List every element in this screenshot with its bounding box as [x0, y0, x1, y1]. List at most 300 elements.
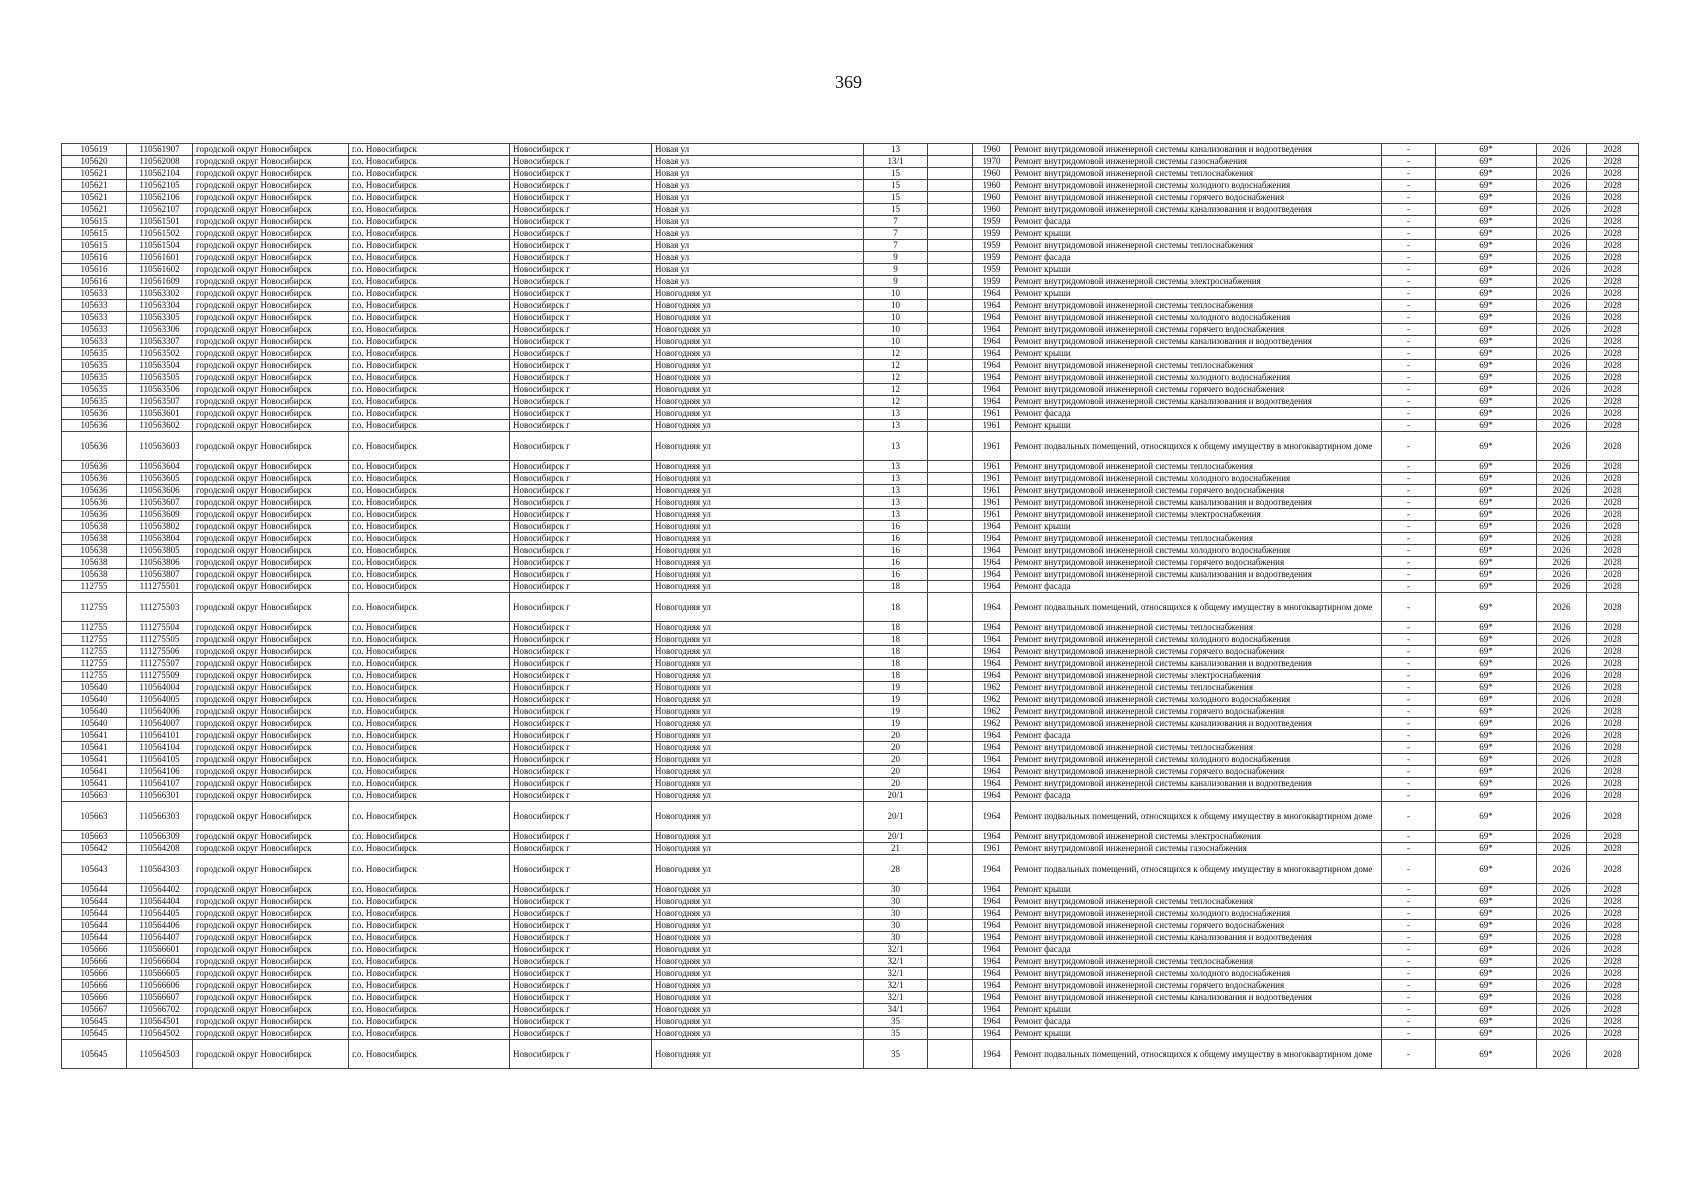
- work-type-cell: Ремонт внутридомовой инженерной системы холодного водоснабжения: [1011, 545, 1382, 557]
- id-cell: 105666: [62, 980, 127, 992]
- dash-cell: -: [1382, 521, 1436, 533]
- value-cell: 69*: [1436, 509, 1537, 521]
- end-year-cell: 2028: [1587, 766, 1639, 778]
- municipality-cell: г.о. Новосибирск: [349, 932, 510, 944]
- build-year-cell: 1961: [973, 497, 1011, 509]
- settlement-cell: Новосибирск г: [510, 658, 652, 670]
- dash-cell: -: [1382, 843, 1436, 855]
- id-cell: 105638: [62, 521, 127, 533]
- empty-cell: [928, 396, 973, 408]
- table-row: [62, 240, 1639, 252]
- district-cell: городской округ Новосибирск: [193, 557, 349, 569]
- district-cell: городской округ Новосибирск: [193, 1040, 349, 1069]
- end-year-cell: 2028: [1587, 557, 1639, 569]
- code-cell: 110566301: [127, 790, 193, 802]
- build-year-cell: 1964: [973, 569, 1011, 581]
- value-cell: 69*: [1436, 1004, 1537, 1016]
- street-cell: Новая ул: [652, 168, 864, 180]
- table-row: [62, 730, 1639, 742]
- table-row: [62, 1016, 1639, 1028]
- empty-cell: [928, 336, 973, 348]
- build-year-cell: 1960: [973, 204, 1011, 216]
- empty-cell: [928, 670, 973, 682]
- street-cell: Новогодняя ул: [652, 932, 864, 944]
- street-cell: Новогодняя ул: [652, 1028, 864, 1040]
- work-type-cell: Ремонт внутридомовой инженерной системы канализования и водоотведения: [1011, 992, 1382, 1004]
- house-cell: 13: [864, 461, 928, 473]
- value-cell: 69*: [1436, 216, 1537, 228]
- settlement-cell: Новосибирск г: [510, 144, 652, 156]
- dash-cell: -: [1382, 144, 1436, 156]
- start-year-cell: 2026: [1537, 156, 1587, 168]
- work-type-cell: Ремонт внутридомовой инженерной системы канализования и водоотведения: [1011, 718, 1382, 730]
- municipality-cell: г.о. Новосибирск: [349, 485, 510, 497]
- id-cell: 105636: [62, 509, 127, 521]
- dash-cell: -: [1382, 545, 1436, 557]
- value-cell: 69*: [1436, 992, 1537, 1004]
- build-year-cell: 1964: [973, 622, 1011, 634]
- id-cell: 112755: [62, 593, 127, 622]
- table-row: [62, 545, 1639, 557]
- district-cell: городской округ Новосибирск: [193, 646, 349, 658]
- table-row: [62, 968, 1639, 980]
- house-cell: 18: [864, 634, 928, 646]
- street-cell: Новогодняя ул: [652, 956, 864, 968]
- house-cell: 32/1: [864, 992, 928, 1004]
- table-row: [62, 192, 1639, 204]
- dash-cell: -: [1382, 420, 1436, 432]
- district-cell: городской округ Новосибирск: [193, 581, 349, 593]
- district-cell: городской округ Новосибирск: [193, 932, 349, 944]
- settlement-cell: Новосибирск г: [510, 718, 652, 730]
- work-type-cell: Ремонт внутридомовой инженерной системы канализования и водоотведения: [1011, 497, 1382, 509]
- municipality-cell: г.о. Новосибирск: [349, 204, 510, 216]
- code-cell: 110561602: [127, 264, 193, 276]
- build-year-cell: 1964: [973, 634, 1011, 646]
- table-row: [62, 312, 1639, 324]
- id-cell: 105667: [62, 1004, 127, 1016]
- code-cell: 110563304: [127, 300, 193, 312]
- id-cell: 105644: [62, 908, 127, 920]
- dash-cell: -: [1382, 180, 1436, 192]
- dash-cell: -: [1382, 742, 1436, 754]
- value-cell: 69*: [1436, 240, 1537, 252]
- start-year-cell: 2026: [1537, 670, 1587, 682]
- empty-cell: [928, 802, 973, 831]
- build-year-cell: 1970: [973, 156, 1011, 168]
- empty-cell: [928, 1040, 973, 1069]
- value-cell: 69*: [1436, 855, 1537, 884]
- table-row: [62, 204, 1639, 216]
- work-type-cell: Ремонт крыши: [1011, 288, 1382, 300]
- municipality-cell: г.о. Новосибирск: [349, 1040, 510, 1069]
- empty-cell: [928, 831, 973, 843]
- end-year-cell: 2028: [1587, 646, 1639, 658]
- work-type-cell: Ремонт внутридомовой инженерной системы горячего водоснабжения: [1011, 485, 1382, 497]
- house-cell: 18: [864, 593, 928, 622]
- district-cell: городской округ Новосибирск: [193, 569, 349, 581]
- municipality-cell: г.о. Новосибирск: [349, 1028, 510, 1040]
- value-cell: 69*: [1436, 843, 1537, 855]
- value-cell: 69*: [1436, 168, 1537, 180]
- house-cell: 15: [864, 180, 928, 192]
- street-cell: Новогодняя ул: [652, 658, 864, 670]
- house-cell: 18: [864, 646, 928, 658]
- value-cell: 69*: [1436, 802, 1537, 831]
- value-cell: 69*: [1436, 956, 1537, 968]
- table-row: [62, 521, 1639, 533]
- value-cell: 69*: [1436, 670, 1537, 682]
- build-year-cell: 1964: [973, 324, 1011, 336]
- work-type-cell: Ремонт крыши: [1011, 348, 1382, 360]
- municipality-cell: г.о. Новосибирск: [349, 766, 510, 778]
- value-cell: 69*: [1436, 980, 1537, 992]
- id-cell: 105666: [62, 992, 127, 1004]
- house-cell: 20/1: [864, 831, 928, 843]
- code-cell: 111275503: [127, 593, 193, 622]
- end-year-cell: 2028: [1587, 348, 1639, 360]
- municipality-cell: г.о. Новосибирск: [349, 228, 510, 240]
- municipality-cell: г.о. Новосибирск: [349, 300, 510, 312]
- code-cell: 110562106: [127, 192, 193, 204]
- id-cell: 105638: [62, 533, 127, 545]
- house-cell: 30: [864, 920, 928, 932]
- end-year-cell: 2028: [1587, 396, 1639, 408]
- street-cell: Новогодняя ул: [652, 646, 864, 658]
- district-cell: городской округ Новосибирск: [193, 348, 349, 360]
- start-year-cell: 2026: [1537, 855, 1587, 884]
- settlement-cell: Новосибирск г: [510, 348, 652, 360]
- settlement-cell: Новосибирск г: [510, 1004, 652, 1016]
- municipality-cell: г.о. Новосибирск: [349, 336, 510, 348]
- code-cell: 110563507: [127, 396, 193, 408]
- settlement-cell: Новосибирск г: [510, 730, 652, 742]
- value-cell: 69*: [1436, 658, 1537, 670]
- district-cell: городской округ Новосибирск: [193, 634, 349, 646]
- code-cell: 111275501: [127, 581, 193, 593]
- id-cell: 105636: [62, 485, 127, 497]
- dash-cell: -: [1382, 276, 1436, 288]
- municipality-cell: г.о. Новосибирск: [349, 980, 510, 992]
- municipality-cell: г.о. Новосибирск: [349, 1016, 510, 1028]
- empty-cell: [928, 557, 973, 569]
- build-year-cell: 1962: [973, 682, 1011, 694]
- start-year-cell: 2026: [1537, 1028, 1587, 1040]
- dash-cell: -: [1382, 593, 1436, 622]
- value-cell: 69*: [1436, 790, 1537, 802]
- build-year-cell: 1964: [973, 884, 1011, 896]
- code-cell: 110561601: [127, 252, 193, 264]
- build-year-cell: 1962: [973, 694, 1011, 706]
- street-cell: Новогодняя ул: [652, 754, 864, 766]
- end-year-cell: 2028: [1587, 300, 1639, 312]
- code-cell: 110561609: [127, 276, 193, 288]
- house-cell: 16: [864, 569, 928, 581]
- code-cell: 110563807: [127, 569, 193, 581]
- id-cell: 112755: [62, 670, 127, 682]
- build-year-cell: 1964: [973, 521, 1011, 533]
- work-type-cell: Ремонт внутридомовой инженерной системы газоснабжения: [1011, 843, 1382, 855]
- dash-cell: -: [1382, 408, 1436, 420]
- build-year-cell: 1964: [973, 396, 1011, 408]
- district-cell: городской округ Новосибирск: [193, 908, 349, 920]
- value-cell: 69*: [1436, 968, 1537, 980]
- house-cell: 13: [864, 485, 928, 497]
- work-type-cell: Ремонт внутридомовой инженерной системы горячего водоснабжения: [1011, 766, 1382, 778]
- start-year-cell: 2026: [1537, 778, 1587, 790]
- code-cell: 110566309: [127, 831, 193, 843]
- work-type-cell: Ремонт внутридомовой инженерной системы горячего водоснабжения: [1011, 192, 1382, 204]
- start-year-cell: 2026: [1537, 557, 1587, 569]
- settlement-cell: Новосибирск г: [510, 336, 652, 348]
- end-year-cell: 2028: [1587, 968, 1639, 980]
- start-year-cell: 2026: [1537, 802, 1587, 831]
- street-cell: Новая ул: [652, 192, 864, 204]
- settlement-cell: Новосибирск г: [510, 408, 652, 420]
- build-year-cell: 1964: [973, 908, 1011, 920]
- end-year-cell: 2028: [1587, 288, 1639, 300]
- settlement-cell: Новосибирск г: [510, 908, 652, 920]
- work-type-cell: Ремонт фасада: [1011, 252, 1382, 264]
- end-year-cell: 2028: [1587, 956, 1639, 968]
- district-cell: городской округ Новосибирск: [193, 802, 349, 831]
- start-year-cell: 2026: [1537, 192, 1587, 204]
- house-cell: 35: [864, 1028, 928, 1040]
- build-year-cell: 1964: [973, 312, 1011, 324]
- settlement-cell: Новосибирск г: [510, 509, 652, 521]
- value-cell: 69*: [1436, 324, 1537, 336]
- settlement-cell: Новосибирск г: [510, 240, 652, 252]
- build-year-cell: 1964: [973, 831, 1011, 843]
- settlement-cell: Новосибирск г: [510, 276, 652, 288]
- empty-cell: [928, 634, 973, 646]
- municipality-cell: г.о. Новосибирск: [349, 473, 510, 485]
- end-year-cell: 2028: [1587, 718, 1639, 730]
- start-year-cell: 2026: [1537, 634, 1587, 646]
- start-year-cell: 2026: [1537, 754, 1587, 766]
- work-type-cell: Ремонт внутридомовой инженерной системы теплоснабжения: [1011, 461, 1382, 473]
- value-cell: 69*: [1436, 646, 1537, 658]
- table-row: [62, 252, 1639, 264]
- id-cell: 105616: [62, 276, 127, 288]
- id-cell: 105644: [62, 884, 127, 896]
- municipality-cell: г.о. Новосибирск: [349, 778, 510, 790]
- start-year-cell: 2026: [1537, 682, 1587, 694]
- municipality-cell: г.о. Новосибирск: [349, 670, 510, 682]
- value-cell: 69*: [1436, 252, 1537, 264]
- id-cell: 112755: [62, 658, 127, 670]
- code-cell: 110563506: [127, 384, 193, 396]
- code-cell: 110564007: [127, 718, 193, 730]
- id-cell: 105666: [62, 968, 127, 980]
- municipality-cell: г.о. Новосибирск: [349, 706, 510, 718]
- id-cell: 105641: [62, 754, 127, 766]
- end-year-cell: 2028: [1587, 742, 1639, 754]
- start-year-cell: 2026: [1537, 545, 1587, 557]
- municipality-cell: г.о. Новосибирск: [349, 264, 510, 276]
- repair-schedule-table: [61, 143, 1639, 1069]
- house-cell: 16: [864, 521, 928, 533]
- dash-cell: -: [1382, 634, 1436, 646]
- value-cell: 69*: [1436, 682, 1537, 694]
- street-cell: Новогодняя ул: [652, 730, 864, 742]
- street-cell: Новогодняя ул: [652, 497, 864, 509]
- table-row: [62, 396, 1639, 408]
- id-cell: 105616: [62, 264, 127, 276]
- end-year-cell: 2028: [1587, 682, 1639, 694]
- empty-cell: [928, 144, 973, 156]
- settlement-cell: Новосибирск г: [510, 1040, 652, 1069]
- build-year-cell: 1964: [973, 360, 1011, 372]
- end-year-cell: 2028: [1587, 843, 1639, 855]
- settlement-cell: Новосибирск г: [510, 944, 652, 956]
- value-cell: 69*: [1436, 831, 1537, 843]
- house-cell: 30: [864, 896, 928, 908]
- work-type-cell: Ремонт крыши: [1011, 884, 1382, 896]
- id-cell: 105621: [62, 180, 127, 192]
- work-type-cell: Ремонт внутридомовой инженерной системы теплоснабжения: [1011, 742, 1382, 754]
- id-cell: 105666: [62, 956, 127, 968]
- house-cell: 21: [864, 843, 928, 855]
- work-type-cell: Ремонт внутридомовой инженерной системы горячего водоснабжения: [1011, 557, 1382, 569]
- start-year-cell: 2026: [1537, 1016, 1587, 1028]
- value-cell: 69*: [1436, 276, 1537, 288]
- value-cell: 69*: [1436, 932, 1537, 944]
- street-cell: Новогодняя ул: [652, 766, 864, 778]
- street-cell: Новая ул: [652, 276, 864, 288]
- id-cell: 105635: [62, 384, 127, 396]
- street-cell: Новогодняя ул: [652, 694, 864, 706]
- table-row: [62, 300, 1639, 312]
- house-cell: 15: [864, 192, 928, 204]
- empty-cell: [928, 156, 973, 168]
- table-row: [62, 706, 1639, 718]
- code-cell: 110564208: [127, 843, 193, 855]
- municipality-cell: г.о. Новосибирск: [349, 156, 510, 168]
- street-cell: Новогодняя ул: [652, 1016, 864, 1028]
- table-row: [62, 1040, 1639, 1069]
- dash-cell: -: [1382, 240, 1436, 252]
- empty-cell: [928, 956, 973, 968]
- build-year-cell: 1960: [973, 144, 1011, 156]
- settlement-cell: Новосибирск г: [510, 396, 652, 408]
- settlement-cell: Новосибирск г: [510, 670, 652, 682]
- work-type-cell: Ремонт внутридомовой инженерной системы теплоснабжения: [1011, 533, 1382, 545]
- house-cell: 28: [864, 855, 928, 884]
- district-cell: городской округ Новосибирск: [193, 168, 349, 180]
- table-row: [62, 682, 1639, 694]
- district-cell: городской округ Новосибирск: [193, 497, 349, 509]
- id-cell: 105633: [62, 288, 127, 300]
- empty-cell: [928, 920, 973, 932]
- table-row: [62, 432, 1639, 461]
- value-cell: 69*: [1436, 396, 1537, 408]
- municipality-cell: г.о. Новосибирск: [349, 396, 510, 408]
- municipality-cell: г.о. Новосибирск: [349, 252, 510, 264]
- value-cell: 69*: [1436, 300, 1537, 312]
- dash-cell: -: [1382, 300, 1436, 312]
- code-cell: 110564006: [127, 706, 193, 718]
- code-cell: 110564004: [127, 682, 193, 694]
- work-type-cell: Ремонт крыши: [1011, 420, 1382, 432]
- table-row: [62, 646, 1639, 658]
- house-cell: 20: [864, 766, 928, 778]
- code-cell: 110566605: [127, 968, 193, 980]
- empty-cell: [928, 312, 973, 324]
- code-cell: 110564501: [127, 1016, 193, 1028]
- district-cell: городской округ Новосибирск: [193, 790, 349, 802]
- table-row: [62, 884, 1639, 896]
- municipality-cell: г.о. Новосибирск: [349, 509, 510, 521]
- build-year-cell: 1964: [973, 372, 1011, 384]
- start-year-cell: 2026: [1537, 336, 1587, 348]
- id-cell: 105620: [62, 156, 127, 168]
- work-type-cell: Ремонт внутридомовой инженерной системы теплоснабжения: [1011, 168, 1382, 180]
- id-cell: 105645: [62, 1016, 127, 1028]
- settlement-cell: Новосибирск г: [510, 920, 652, 932]
- street-cell: Новогодняя ул: [652, 622, 864, 634]
- dash-cell: -: [1382, 324, 1436, 336]
- empty-cell: [928, 372, 973, 384]
- table-row: [62, 802, 1639, 831]
- district-cell: городской округ Новосибирск: [193, 968, 349, 980]
- house-cell: 12: [864, 372, 928, 384]
- table-row: [62, 228, 1639, 240]
- empty-cell: [928, 252, 973, 264]
- work-type-cell: Ремонт внутридомовой инженерной системы теплоснабжения: [1011, 682, 1382, 694]
- start-year-cell: 2026: [1537, 968, 1587, 980]
- municipality-cell: г.о. Новосибирск: [349, 360, 510, 372]
- settlement-cell: Новосибирск г: [510, 992, 652, 1004]
- end-year-cell: 2028: [1587, 509, 1639, 521]
- work-type-cell: Ремонт подвальных помещений, относящихся к общему имуществу в многоквартирном доме: [1011, 802, 1382, 831]
- empty-cell: [928, 932, 973, 944]
- code-cell: 110562107: [127, 204, 193, 216]
- value-cell: 69*: [1436, 884, 1537, 896]
- municipality-cell: г.о. Новосибирск: [349, 324, 510, 336]
- street-cell: Новогодняя ул: [652, 944, 864, 956]
- street-cell: Новогодняя ул: [652, 920, 864, 932]
- dash-cell: -: [1382, 509, 1436, 521]
- work-type-cell: Ремонт подвальных помещений, относящихся к общему имуществу в многоквартирном доме: [1011, 1040, 1382, 1069]
- settlement-cell: Новосибирск г: [510, 420, 652, 432]
- build-year-cell: 1964: [973, 742, 1011, 754]
- district-cell: городской округ Новосибирск: [193, 252, 349, 264]
- settlement-cell: Новосибирск г: [510, 593, 652, 622]
- empty-cell: [928, 384, 973, 396]
- street-cell: Новогодняя ул: [652, 408, 864, 420]
- value-cell: 69*: [1436, 264, 1537, 276]
- settlement-cell: Новосибирск г: [510, 634, 652, 646]
- work-type-cell: Ремонт внутридомовой инженерной системы теплоснабжения: [1011, 240, 1382, 252]
- table-body: [62, 144, 1639, 1069]
- dash-cell: -: [1382, 646, 1436, 658]
- work-type-cell: Ремонт подвальных помещений, относящихся к общему имуществу в многоквартирном доме: [1011, 855, 1382, 884]
- street-cell: Новогодняя ул: [652, 372, 864, 384]
- end-year-cell: 2028: [1587, 336, 1639, 348]
- district-cell: городской округ Новосибирск: [193, 670, 349, 682]
- dash-cell: -: [1382, 920, 1436, 932]
- district-cell: городской округ Новосибирск: [193, 658, 349, 670]
- district-cell: городской округ Новосибирск: [193, 473, 349, 485]
- end-year-cell: 2028: [1587, 545, 1639, 557]
- code-cell: 110562105: [127, 180, 193, 192]
- work-type-cell: Ремонт внутридомовой инженерной системы теплоснабжения: [1011, 956, 1382, 968]
- value-cell: 69*: [1436, 920, 1537, 932]
- work-type-cell: Ремонт внутридомовой инженерной системы теплоснабжения: [1011, 300, 1382, 312]
- municipality-cell: г.о. Новосибирск: [349, 896, 510, 908]
- dash-cell: -: [1382, 432, 1436, 461]
